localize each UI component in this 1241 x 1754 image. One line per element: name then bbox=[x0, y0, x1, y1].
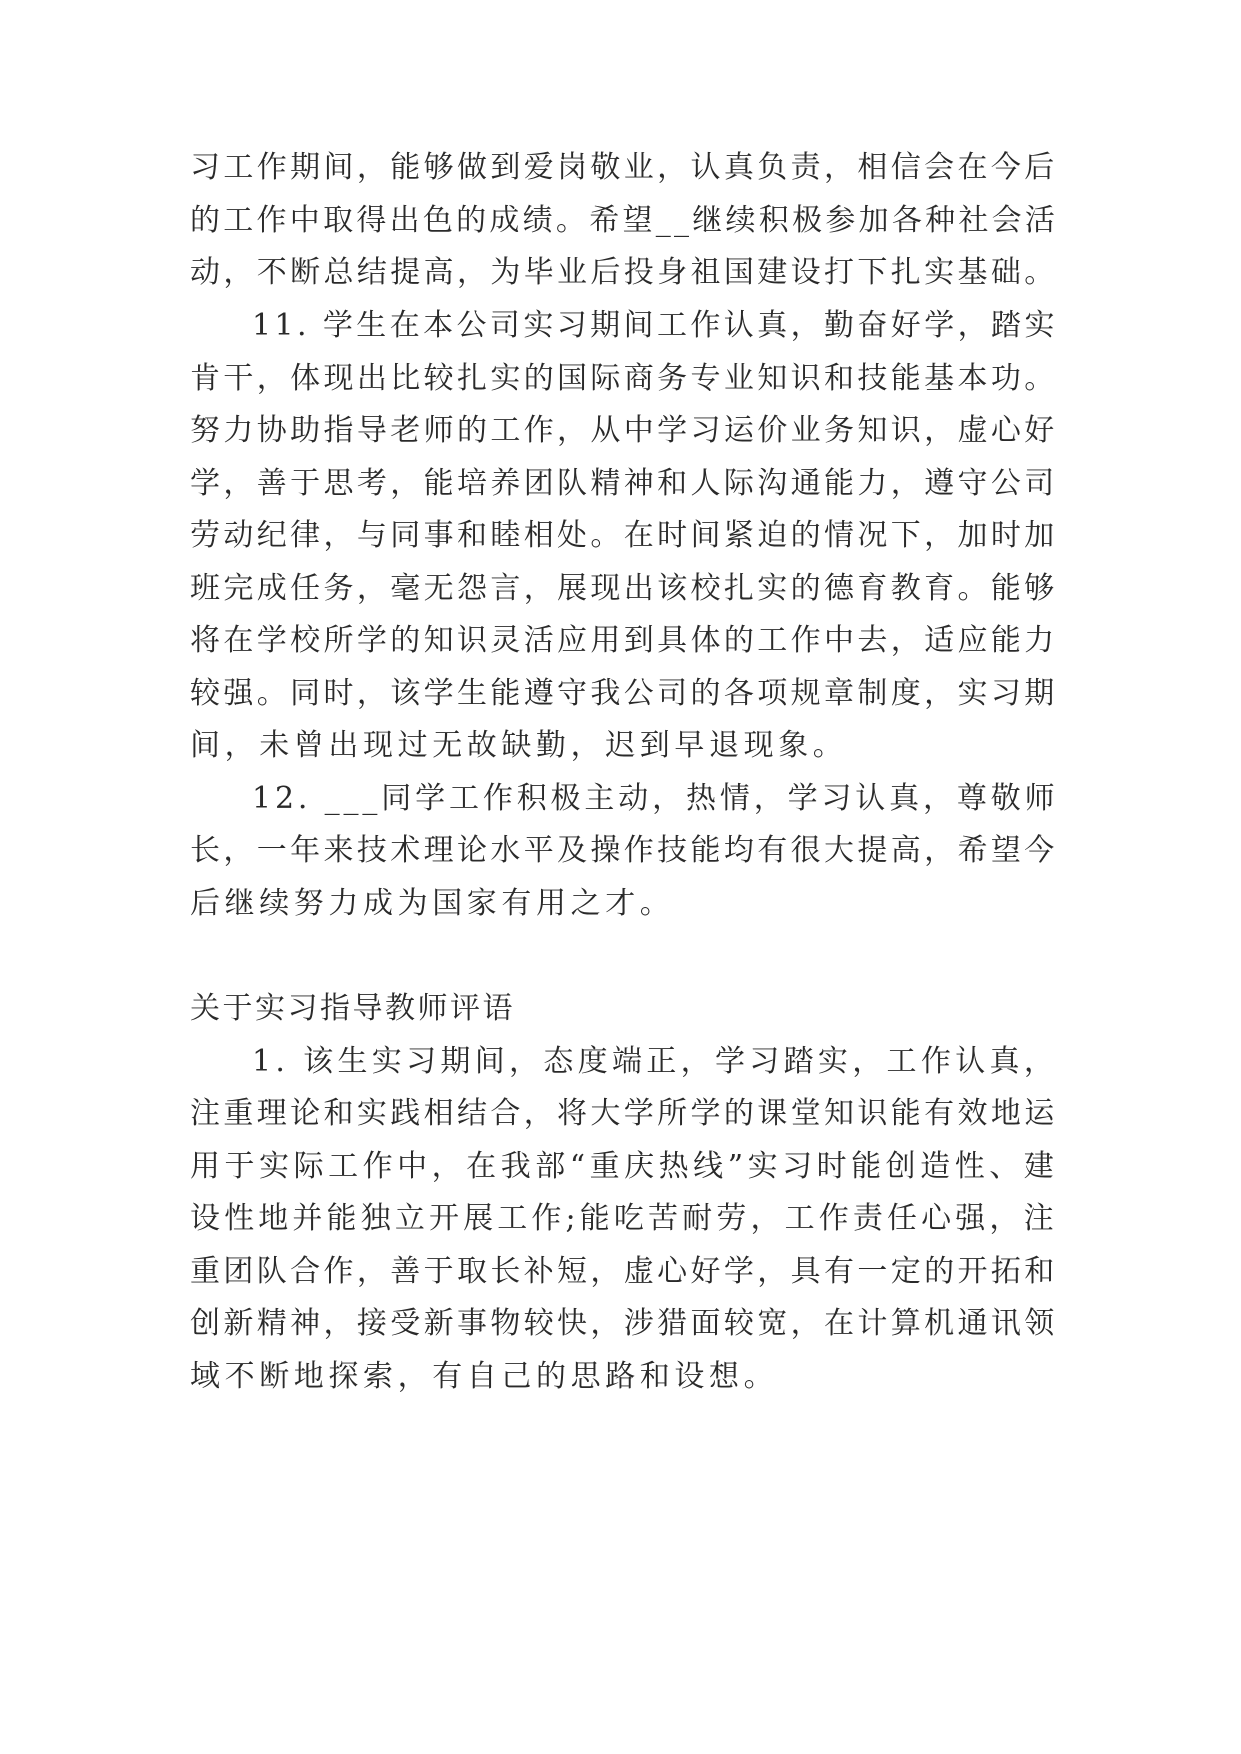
text-line: 学，善于思考，能培养团队精神和人际沟通能力，遵守公司 bbox=[190, 466, 1058, 501]
text-line: 长，一年来技术理论水平及操作技能均有很大提高，希望今 bbox=[190, 833, 1058, 868]
text-line: 用于实际工作中，在我部“重庆热线”实习时能创造性、建 bbox=[190, 1149, 1059, 1184]
list-item-12-first-line: 12. ___同学工作积极主动，热情，学习认真，尊敬师 bbox=[252, 781, 1059, 816]
list-item-11-first-line: 11. 学生在本公司实习期间工作认真，勤奋好学，踏实 bbox=[252, 308, 1058, 343]
text-line: 劳动纪律，与同事和睦相处。在时间紧迫的情况下，加时加 bbox=[190, 518, 1058, 553]
text-line: 设性地并能独立开展工作;能吃苦耐劳，工作责任心强，注 bbox=[190, 1201, 1058, 1236]
text-line: 创新精神，接受新事物较快，涉猎面较宽，在计算机通讯领 bbox=[190, 1306, 1058, 1341]
text-line: 较强。同时，该学生能遵守我公司的各项规章制度，实习期 bbox=[190, 676, 1058, 711]
list-item-1-first-line: 1. 该生实习期间，态度端正，学习踏实，工作认真， bbox=[252, 1044, 1059, 1079]
text-line: 动，不断总结提高，为毕业后投身祖国建设打下扎实基础。 bbox=[190, 255, 1058, 290]
text-line: 域不断地探索，有自己的思路和设想。 bbox=[190, 1359, 779, 1394]
text-line: 间，未曾出现过无故缺勤，迟到早退现象。 bbox=[190, 728, 848, 763]
text-line: 习工作期间，能够做到爱岗敬业，认真负责，相信会在今后 bbox=[190, 150, 1058, 185]
text-line: 后继续努力成为国家有用之才。 bbox=[190, 886, 675, 921]
text-line: 努力协助指导老师的工作，从中学习运价业务知识，虚心好 bbox=[190, 413, 1058, 448]
text-line: 重团队合作，善于取长补短，虚心好学，具有一定的开拓和 bbox=[190, 1254, 1058, 1289]
text-line: 肯干，体现出比较扎实的国际商务专业知识和技能基本功。 bbox=[190, 361, 1058, 396]
text-line: 将在学校所学的知识灵活应用到具体的工作中去，适应能力 bbox=[190, 623, 1058, 658]
text-line: 班完成任务，毫无怨言，展现出该校扎实的德育教育。能够 bbox=[190, 571, 1058, 606]
section-heading: 关于实习指导教师评语 bbox=[190, 991, 515, 1026]
text-line: 的工作中取得出色的成绩。希望__继续积极参加各种社会活 bbox=[190, 203, 1059, 238]
text-line: 注重理论和实践相结合，将大学所学的课堂知识能有效地运 bbox=[190, 1096, 1058, 1131]
